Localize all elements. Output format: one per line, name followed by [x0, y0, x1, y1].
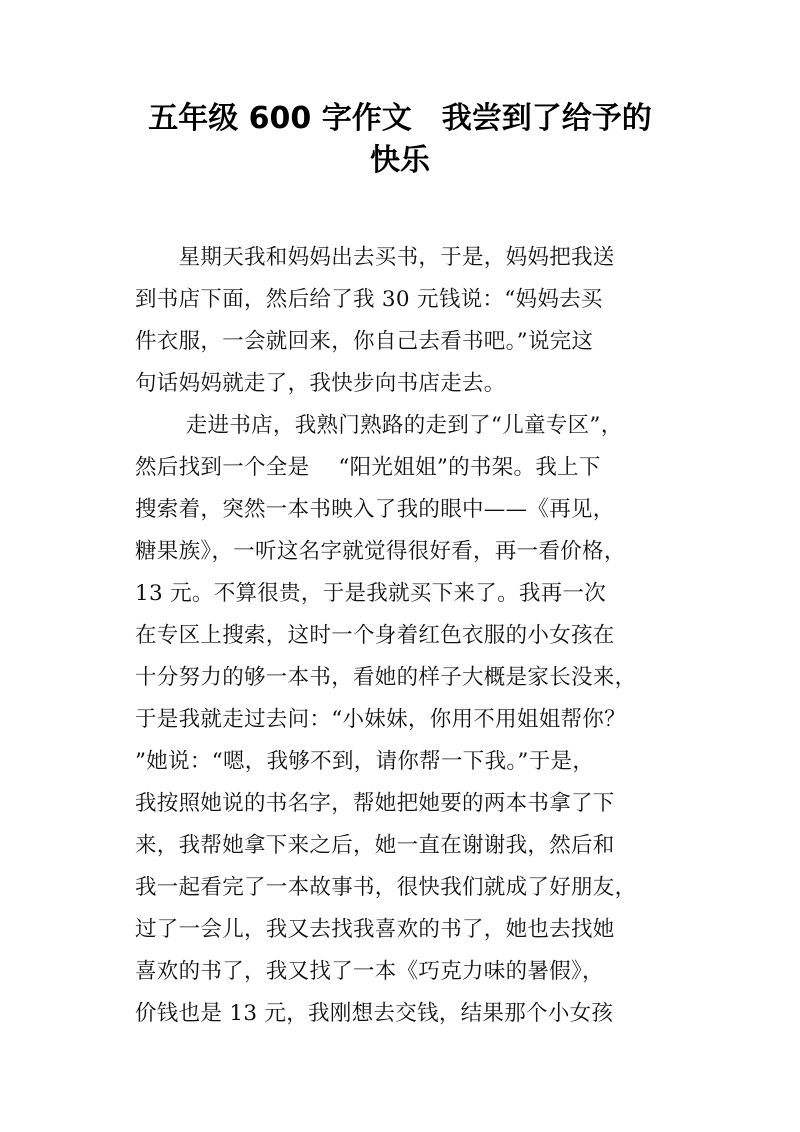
body-text-line: 件衣服，一会就回来，你自己去看书吧。”说完这 [135, 329, 594, 354]
body-text-line: 价钱也是 13 元，我刚想去交钱，结果那个小女孩 [135, 1001, 614, 1026]
body-text-line: 来，我帮她拿下来之后，她一直在谢谢我，然后和 [135, 833, 615, 858]
body-text-line: 13 元。不算很贵，于是我就买下来了。我再一次 [135, 581, 607, 606]
body-text-line: 星期天我和妈妈出去买书，于是，妈妈把我送 [135, 245, 615, 270]
document-title-line-1: 五年级 600 字作文 我尝到了给予的 [148, 101, 652, 136]
body-text-line: 到书店下面，然后给了我 30 元钱说：“妈妈去买 [135, 287, 603, 312]
body-text-line: ”她说：“嗯，我够不到，请你帮一下我。”于是， [135, 749, 595, 774]
body-text-line: 喜欢的书了，我又找了一本《巧克力味的暑假》， [135, 959, 604, 984]
body-text-line: 句话妈妈就走了，我快步向书店走去。 [135, 371, 506, 396]
body-text-line: 我按照她说的书名字，帮她把她要的两本书拿了下 [135, 791, 615, 816]
body-text-line: 十分努力的够一本书，看她的样子大概是家长没来， [135, 665, 637, 690]
body-text-line: 搜索着，突然一本书映入了我的眼中——《再见， [135, 497, 615, 522]
body-text-line: 于是我就走过去问：“小妹妹，你用不用姐姐帮你？ [135, 707, 626, 732]
body-text-line: 走进书店，我熟门熟路的走到了“儿童专区”， [135, 413, 623, 438]
body-text-line: 我一起看完了一本故事书，很快我们就成了好朋友， [135, 875, 637, 900]
document-title-line-2: 快乐 [370, 143, 430, 178]
body-text-line: 糖果族》，一听这名字就觉得很好看，再一看价格， [135, 539, 626, 564]
document-body [135, 237, 695, 1035]
body-text-line: 在专区上搜索，这时一个身着红色衣服的小女孩在 [135, 623, 615, 648]
body-text-line: 然后找到一个全是 “阳光姐姐”的书架。我上下 [135, 455, 601, 480]
body-text-line: 过了一会儿，我又去找我喜欢的书了，她也去找她 [135, 917, 615, 942]
